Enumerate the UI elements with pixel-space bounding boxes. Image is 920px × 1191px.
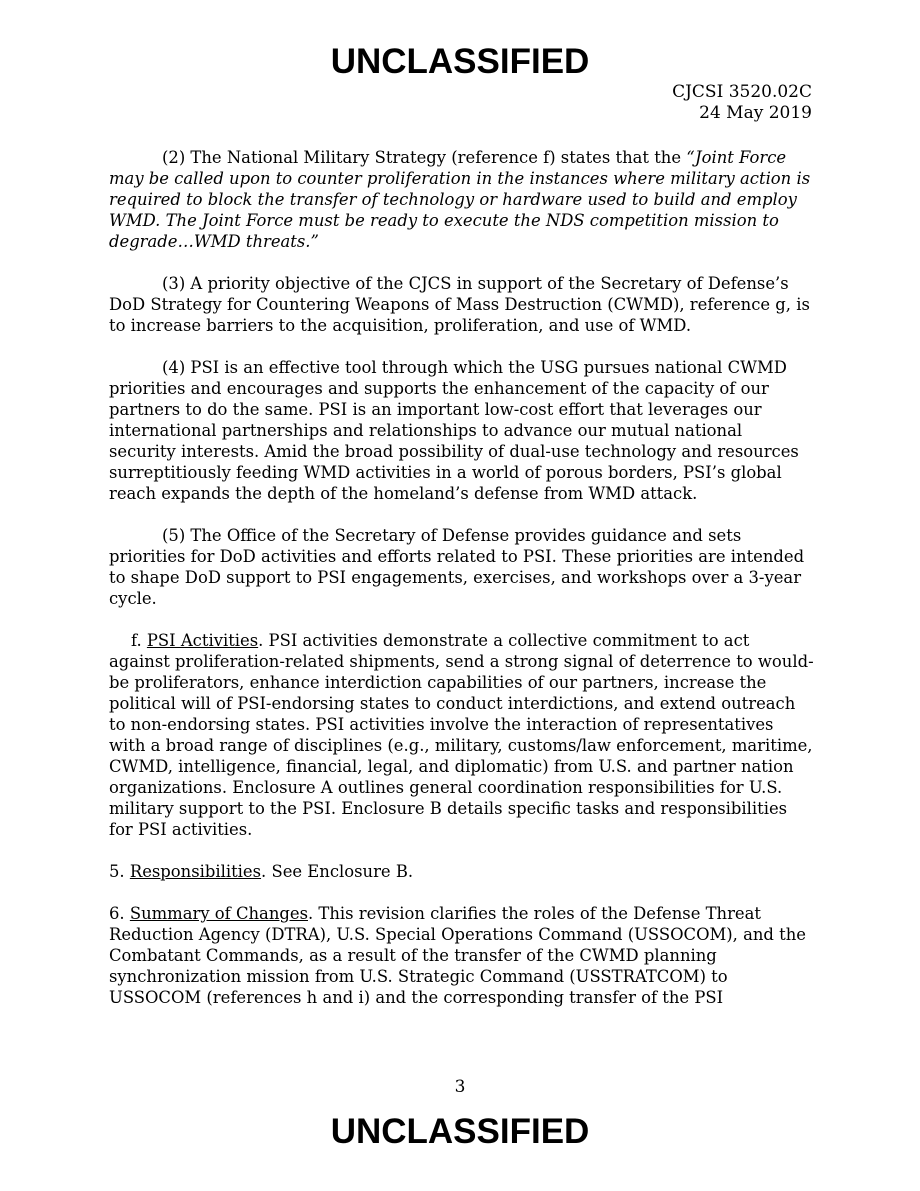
section-f bbox=[109, 630, 814, 840]
paragraph-2-lead: (2) The National Military Strategy (reference f) states that the bbox=[162, 148, 687, 167]
section-f-label: f. bbox=[131, 631, 147, 650]
document-body bbox=[109, 147, 814, 1029]
section-f-text: . PSI activities demonstrate a collective commitment to act against proliferation-related shipments, send a strong signal of deterrence to would-be proliferators, enhance interdiction capabilities of our partners, increase the political will of PSI-endorsing states to conduct interdictions, and extend outreach to non-endorsing states. PSI activities involve the interaction of representatives with a broad range of disciplines (e.g., military, customs/law enforcement, maritime, CWMD, intelligence, financial, legal, and diplomatic) from U.S. and partner nation organizations. Enclosure A outlines general coordination responsibilities for U.S. military support to the PSI. Enclosure B details specific tasks and responsibilities for PSI activities. bbox=[109, 631, 814, 839]
paragraph-2 bbox=[109, 147, 814, 252]
section-f-heading: PSI Activities bbox=[146, 631, 259, 650]
classification-banner-bottom: UNCLASSIFIED bbox=[330, 1112, 590, 1151]
page-number: 3 bbox=[454, 1077, 466, 1097]
paragraph-5: (5) The Office of the Secretary of Defense provides guidance and sets priorities for DoD activities and efforts related to PSI. These priorities are intended to shape DoD support to PSI engagements, exercises, and workshops over a 3-year cycle. bbox=[109, 526, 805, 608]
paragraph-3: (3) A priority objective of the CJCS in support of the Secretary of Defense’s DoD Strategy for Countering Weapons of Mass Destruction (CWMD), reference g, is to increase barriers to the acquisition, proliferation, and use of WMD. bbox=[109, 274, 810, 335]
paragraph-2-quote: “Joint Force may be called upon to counter proliferation in the instances where military action is required to block the transfer of technology or hardware used to build and employ WMD. The Joint Force must be ready to execute the NDS competition mission to degrade…WMD threats.” bbox=[109, 148, 811, 251]
section-5 bbox=[109, 861, 814, 882]
section-5-heading: Responsibilities bbox=[129, 862, 262, 881]
classification-banner-top: UNCLASSIFIED bbox=[330, 42, 590, 81]
document-id: CJCSI 3520.02C bbox=[672, 82, 812, 102]
section-6-label: 6. bbox=[109, 904, 130, 923]
section-5-label: 5. bbox=[109, 862, 130, 881]
section-6-text: . This revision clarifies the roles of the Defense Threat Reduction Agency (DTRA), U.S. Special Operations Command (USSOCOM), and the Combatant Commands, as a result of the transfer of the CWMD planning synchronization mission from U.S. Strategic Command (USSTRATCOM) to USSOCOM (references h and i) and the corresponding transfer of the PSI bbox=[109, 904, 806, 1007]
section-6 bbox=[109, 903, 814, 1008]
section-6-heading: Summary of Changes bbox=[129, 904, 308, 923]
section-5-text: . See Enclosure B. bbox=[261, 862, 414, 881]
paragraph-4: (4) PSI is an effective tool through which the USG pursues national CWMD priorities and encourages and supports the enhancement of the capacity of our partners to do the same. PSI is an important low-cost effort that leverages our international partnerships and relationships to advance our mutual national security interests. Amid the broad possibility of dual-use technology and resources surreptitiously feeding WMD activities in a world of porous borders, PSI’s global reach expands the depth of the homeland’s defense from WMD attack. bbox=[109, 358, 799, 503]
document-header bbox=[672, 82, 812, 124]
document-date: 24 May 2019 bbox=[699, 103, 812, 123]
